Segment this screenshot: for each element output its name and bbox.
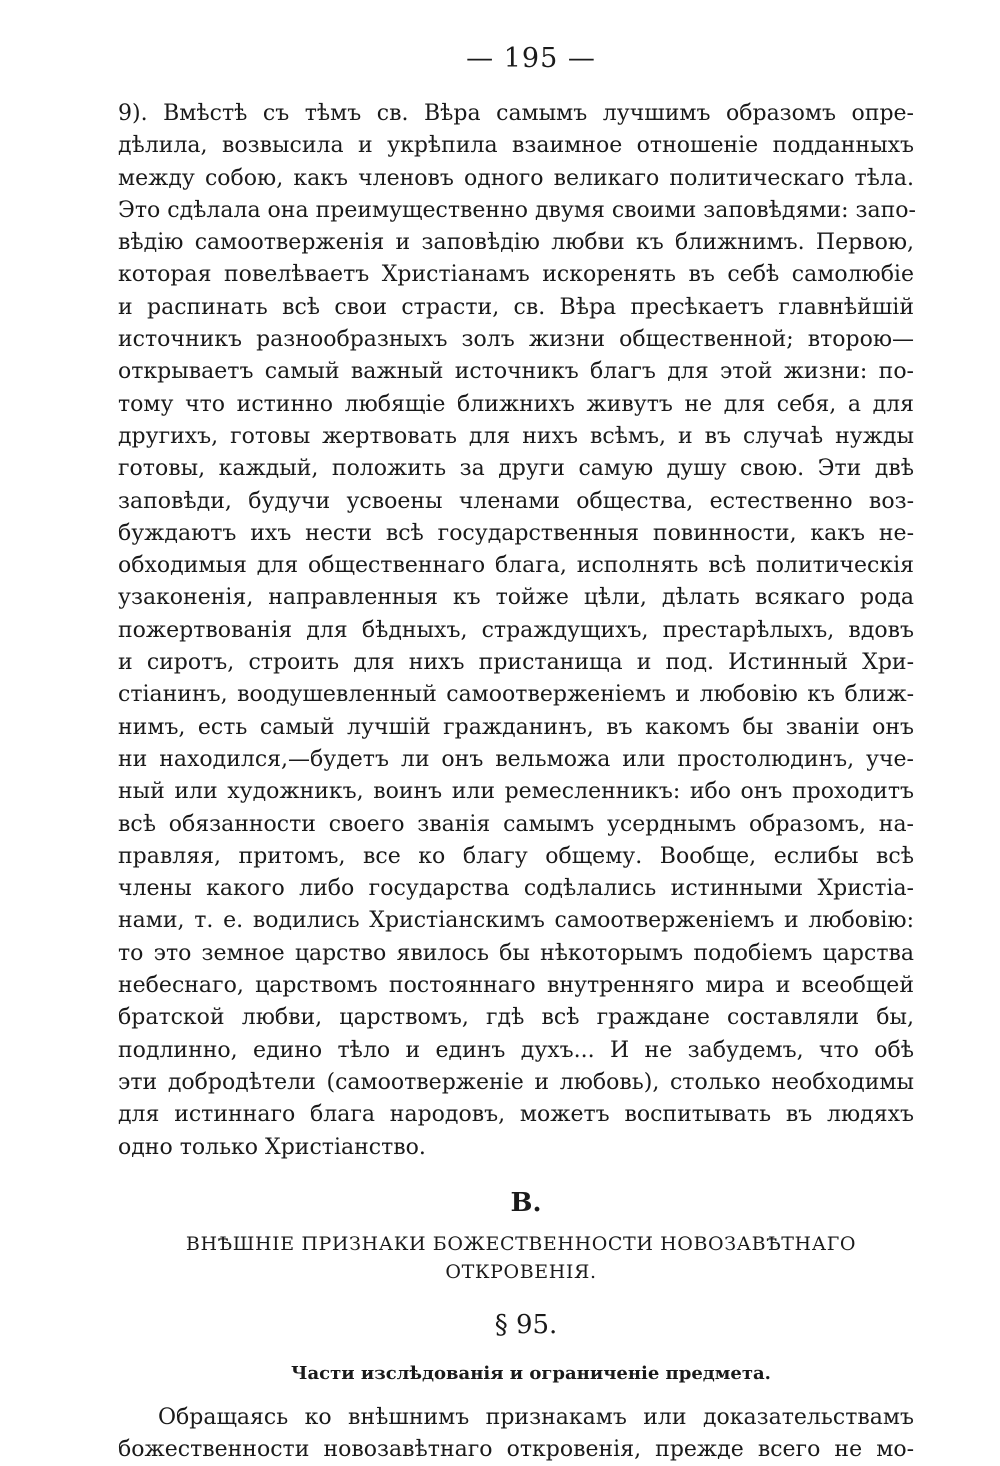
text-line: которая повелѣваетъ Христіанамъ искоренять въ себѣ самолюбіе [118,262,914,288]
text-line: другихъ, готовы жертвовать для нихъ всѣмъ, и въ случаѣ нужды [118,423,914,449]
text-line: Это сдѣлала она преимущественно двумя своими заповѣдями: запо- [118,197,916,223]
text-line: заповѣди, будучи усвоены членами общества, естественно воз- [118,488,914,514]
text-line: источникъ разнообразныхъ золъ жизни общественной; второю— [118,327,914,353]
section-letter: В. [510,1187,542,1218]
text-line: открываетъ самый важный источникъ благъ для этой жизни: по- [118,359,914,385]
text-line: члены какого либо государства содѣлались истинными Христіа- [118,876,914,902]
text-line: готовы, каждый, положить за други самую душу свою. Эти двѣ [118,456,914,482]
text-line: и сиротъ, строить для нихъ пристанища и под. Истинный Хри- [118,650,914,676]
section-title-line-1: ВНѢШНІЕ ПРИЗНАКИ БОЖЕСТВЕННОСТИ НОВОЗАВѢТНАГО [185,1232,857,1255]
text-line: подлинно, едино тѣло и единъ духъ... И не забудемъ, что обѣ [118,1037,914,1063]
text-line: ни находился,—будетъ ли онъ вельможа или простолюдинъ, уче- [118,746,914,772]
text-line: обходимыя для общественнаго блага, исполнять всѣ политическія [118,553,914,579]
page-number: — 195 — [466,43,596,74]
paragraph-main [118,98,914,1164]
text-line: нимъ, есть самый лучшій гражданинъ, въ какомъ бы званіи онъ [118,714,914,740]
text-line: всѣ обязанности своего званія самымъ усерднымъ образомъ, на- [118,811,914,837]
text-line: стіанинъ, воодушевленный самоотверженіемъ и любовію къ ближ- [118,682,914,708]
text-line: дѣлила, возвысила и укрѣпила взаимное отношеніе подданныхъ [118,133,914,159]
text-line: 9). Вмѣстѣ съ тѣмъ св. Вѣра самымъ лучшимъ образомъ опре- [118,101,914,126]
text-line: Обращаясь ко внѣшнимъ признакамъ или доказательствамъ [158,1404,914,1430]
paragraph-number: § 95. [494,1309,558,1340]
text-line: узаконенія, направленныя къ тойже цѣли, дѣлать всякаго рода [118,585,914,611]
section-title [128,1230,914,1286]
text-line: небеснаго, царствомъ постояннаго внутренняго мира и всеобщей [118,973,914,999]
paragraph-intro [118,1402,914,1466]
paragraph-subtitle: Части изслѣдованія и ограниченіе предмета. [291,1362,771,1384]
text-line: буждаютъ ихъ нести всѣ государственныя повинности, какъ не- [118,520,914,546]
text-line: тому что истинно любящіе ближнихъ живутъ не для себя, а для [118,391,914,417]
text-line: ный или художникъ, воинъ или ремесленникъ: ибо онъ проходитъ [118,779,914,805]
text-line: и распинать всѣ свои страсти, св. Вѣра пресѣкаетъ главнѣйшій [118,294,914,320]
text-line: одно только Христіанство. [118,1134,426,1160]
text-line: братской любви, царствомъ, гдѣ всѣ граждане составляли бы, [118,1005,914,1031]
text-line: вѣдію самоотверженія и заповѣдію любви къ ближнимъ. Первою, [118,230,914,256]
text-line: пожертвованія для бѣдныхъ, страждущихъ, престарѣлыхъ, вдовъ [118,617,914,643]
book-page [118,42,914,1466]
section-title-line-2: ОТКРОВЕНІЯ. [445,1260,597,1283]
text-line: для истиннаго блага народовъ, можетъ воспитывать въ людяхъ [118,1102,914,1128]
text-line: то это земное царство явилось бы нѣкоторымъ подобіемъ царства [118,940,914,966]
text-line: божественности новозавѣтнаго откровенія, прежде всего не мо- [118,1437,914,1463]
text-line: эти добродѣтели (самоотверженіе и любовь), столько необходимы [118,1069,914,1095]
text-line: между собою, какъ членовъ одного великаго политическаго тѣла. [118,165,914,191]
text-line: правляя, притомъ, все ко благу общему. Вообще, еслибы всѣ [118,843,914,869]
text-line: нами, т. е. водились Христіанскимъ самоотверженіемъ и любовію: [118,908,914,934]
